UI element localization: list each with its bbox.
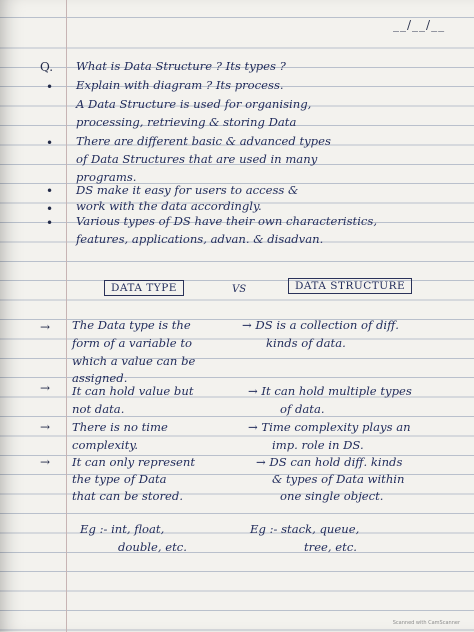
data-structure-point: kinds of data. [266, 336, 346, 350]
data-type-point: It can only represent [72, 455, 196, 469]
data-type-example: double, etc. [118, 540, 187, 554]
text-line: A Data Structure is used for organising, [76, 97, 312, 111]
data-type-point: that can be stored. [72, 489, 184, 503]
data-type-point: not data. [72, 402, 125, 416]
text-line: processing, retrieving & storing Data [76, 115, 297, 129]
date-field: __/__/__ [393, 18, 446, 32]
data-structure-point: & types of Data within [272, 472, 405, 486]
text-line: What is Data Structure ? Its types ? [76, 59, 286, 73]
text-line: There are different basic & advanced types [76, 134, 331, 148]
text-line: Various types of DS have their own characteristics, [76, 214, 378, 228]
data-structure-point: → DS can hold diff. kinds [256, 455, 403, 469]
text-line: DS make it easy for users to access & [76, 183, 299, 197]
data-structure-point: → It can hold multiple types [248, 384, 412, 398]
bullet-marker: • [46, 80, 54, 94]
scanner-watermark: Scanned with CamScanner [392, 620, 460, 626]
text-line: Explain with diagram ? Its process. [76, 78, 284, 92]
data-type-example: Eg :- int, float, [80, 522, 165, 536]
arrow-marker: → [40, 420, 51, 434]
text-line: features, applications, advan. & disadvan. [76, 232, 324, 246]
data-type-point: the type of Data [72, 472, 167, 486]
arrow-marker: → [40, 320, 51, 334]
bullet-marker: • [46, 184, 54, 198]
data-type-point: The Data type is the [72, 318, 191, 332]
arrow-marker: → [40, 381, 51, 395]
data-structure-point: → DS is a collection of diff. [242, 318, 399, 332]
data-type-point: complexity. [72, 438, 139, 452]
data-structure-point: imp. role in DS. [272, 438, 364, 452]
data-type-heading: DATA TYPE [104, 280, 184, 296]
data-structure-example: Eg :- stack, queue, [250, 522, 360, 536]
bullet-marker: • [46, 216, 54, 230]
bullet-marker: • [46, 136, 54, 150]
data-type-point: There is no time [72, 420, 168, 434]
margin-line [66, 0, 67, 632]
text-line: of Data Structures that are used in many [76, 152, 318, 166]
data-type-point: It can hold value but [72, 384, 194, 398]
question-marker: Q. [40, 60, 54, 74]
data-structure-point: of data. [280, 402, 325, 416]
data-structure-example: tree, etc. [304, 540, 357, 554]
text-line: work with the data accordingly. [76, 199, 262, 213]
data-structure-point: → Time complexity plays an [248, 420, 411, 434]
data-type-point: assigned. [72, 371, 128, 385]
data-type-point: which a value can be [72, 354, 196, 368]
arrow-marker: → [40, 455, 51, 469]
data-type-point: form of a variable to [72, 336, 192, 350]
data-structure-heading: DATA STRUCTURE [288, 278, 412, 294]
bullet-marker: • [46, 202, 54, 216]
text-line: programs. [76, 170, 137, 184]
data-structure-point: one single object. [280, 489, 384, 503]
vs-label: VS [232, 284, 247, 295]
